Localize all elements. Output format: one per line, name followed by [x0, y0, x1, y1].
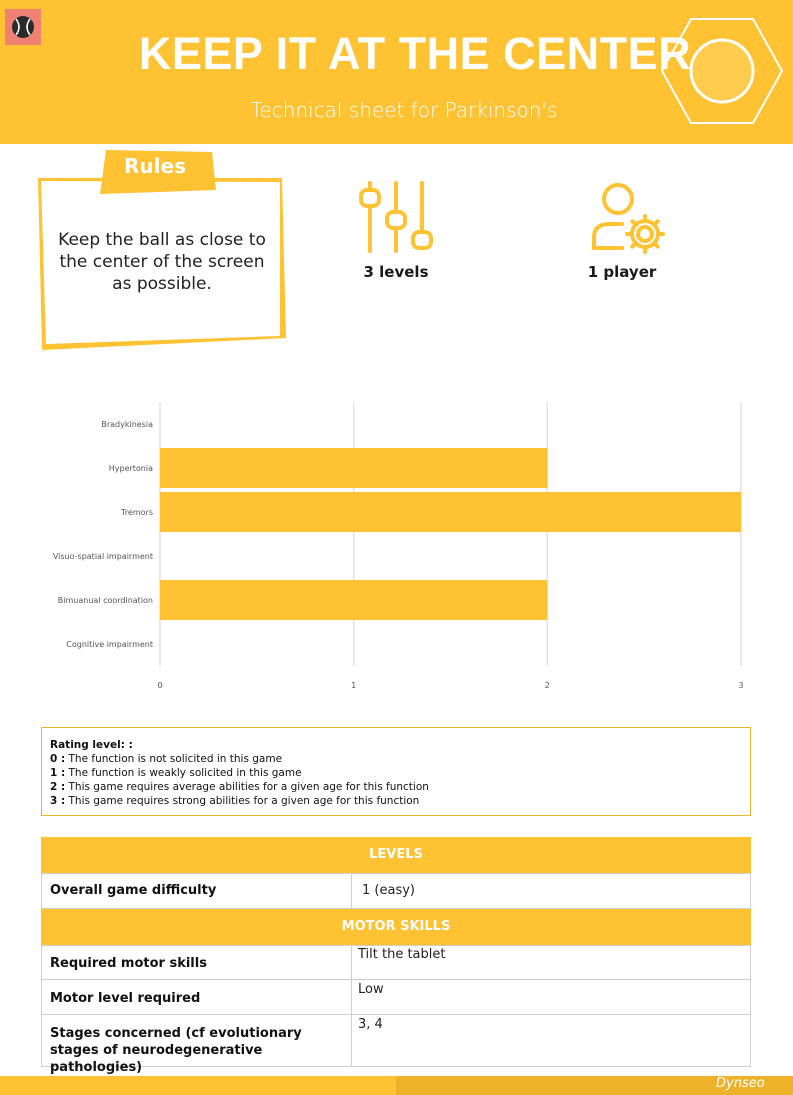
page-title: KEEP IT AT THE CENTER: [138, 28, 692, 79]
bar-hypertonia: [160, 448, 547, 488]
stages-value: 3, 4: [358, 1017, 383, 1032]
legend-item: 3 : This game requires strong abilities for a given age for this function: [50, 795, 420, 807]
rating-legend: [41, 727, 751, 816]
category-label: Cognitive impairment: [66, 640, 153, 649]
difficulty-label: Overall game difficulty: [50, 883, 217, 898]
category-label: Bimuanual coordination: [57, 596, 153, 605]
footer-bar: [0, 1076, 396, 1095]
legend-item: 2 : This game requires average abilities for a given age for this function: [50, 781, 429, 793]
category-label: Bradykinesia: [101, 420, 153, 429]
levels-section-heading: LEVELS: [41, 837, 751, 873]
x-tick-label: 3: [738, 681, 744, 690]
motor-level-value: Low: [358, 982, 384, 997]
category-label: Hypertonia: [108, 464, 153, 473]
table-row: [41, 873, 751, 909]
motor-level-label: Motor level required: [50, 991, 201, 1006]
motor-skills-label: Required motor skills: [50, 956, 207, 971]
sliders-icon: [357, 180, 435, 254]
bar-bimuanual-coordination: [160, 580, 547, 620]
legend-title: Rating level: :: [50, 739, 133, 751]
x-tick-label: 1: [351, 681, 357, 690]
motor-section-heading: MOTOR SKILLS: [41, 909, 751, 945]
category-label: Visuo-spatial impairment: [52, 552, 153, 561]
skills-bar-chart: [0, 390, 793, 690]
table-row: [41, 945, 751, 980]
levels-count: 3 levels: [363, 263, 429, 281]
difficulty-value: 1 (easy): [362, 883, 415, 898]
user-settings-icon: [588, 182, 668, 254]
motor-skills-value: Tilt the tablet: [358, 947, 446, 962]
category-label: Tremors: [121, 508, 153, 517]
x-tick-label: 0: [157, 681, 163, 690]
page-subtitle: Technical sheet for Parkinson's: [250, 98, 558, 122]
table-row: [41, 1014, 751, 1075]
legend-item: 0 : The function is not solicited in this game: [50, 753, 283, 765]
bar-tremors: [160, 492, 741, 532]
rules-text: Keep the ball as close to the center of the screen as possible.: [58, 230, 266, 294]
table-row: [41, 979, 751, 1015]
brand-logo: Dynseo: [716, 1076, 765, 1091]
rules-heading: Rules: [124, 154, 186, 178]
players-count: 1 player: [587, 263, 657, 281]
legend-item: 1 : The function is weakly solicited in this game: [50, 767, 302, 779]
stages-label: Stages concerned (cf evolutionary stages of neurodegenerative pathologies): [50, 1026, 302, 1075]
x-tick-label: 2: [544, 681, 550, 690]
